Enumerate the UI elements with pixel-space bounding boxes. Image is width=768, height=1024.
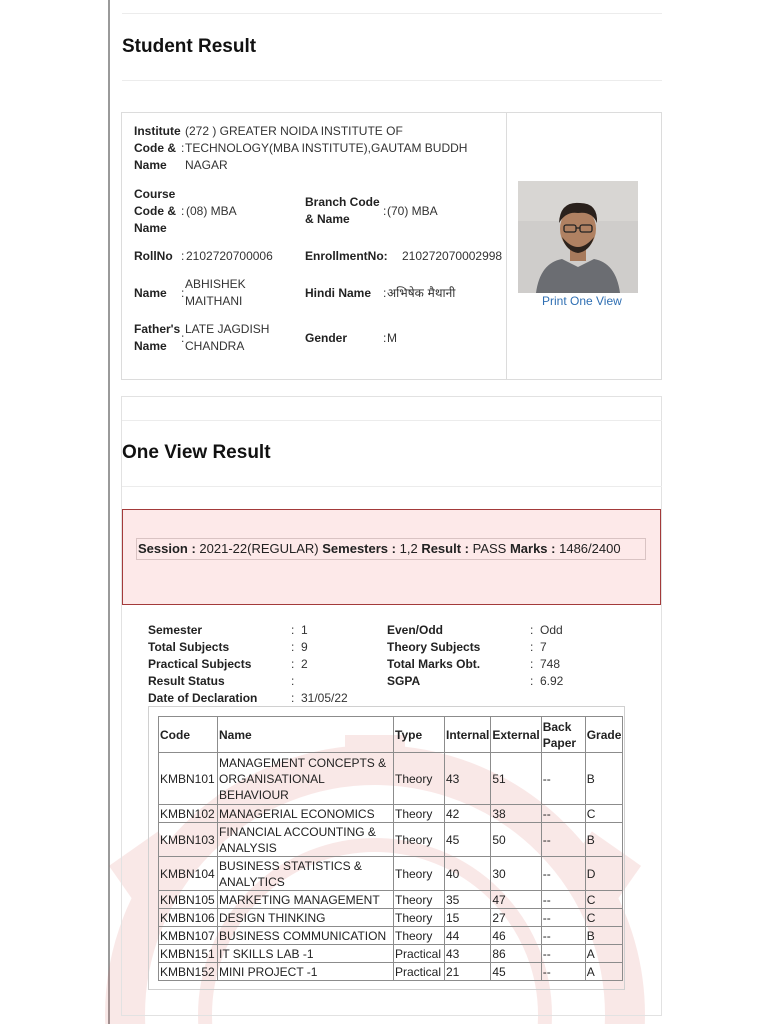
cell-code: KMBN101 [159,753,218,805]
cell-internal: 15 [445,909,491,927]
table-row [159,909,623,927]
cell-back-paper: -- [541,857,585,891]
table-row [159,945,623,963]
hindi-name-value: अभिषेक मैथानी [387,286,456,300]
cell-back-paper: -- [541,805,585,823]
rollno-label: RollNo [134,249,173,263]
session-value: 2021-22(REGULAR) [199,541,319,556]
cell-back-paper: -- [541,891,585,909]
cell-internal: 21 [445,963,491,981]
course-label: Course Code & Name [134,187,176,235]
cell-name: BUSINESS STATISTICS & ANALYTICS [218,857,394,891]
cell-external: 38 [491,805,541,823]
cell-external: 30 [491,857,541,891]
gender-label: Gender [305,331,348,345]
cell-grade: B [585,753,623,805]
cell-type: Practical [394,963,445,981]
cell-internal: 43 [445,945,491,963]
total-subjects-value: 9 [301,640,308,654]
session-summary-box [122,509,661,605]
even-odd-label: Even/Odd [387,623,444,637]
cell-name: BUSINESS COMMUNICATION [218,927,394,945]
cell-grade: C [585,909,623,927]
table-row [159,823,623,857]
colon: : [383,286,387,300]
cell-external: 27 [491,909,541,927]
cell-internal: 43 [445,753,491,805]
theory-subjects-value: 7 [540,640,547,654]
cell-internal: 42 [445,805,491,823]
course-value: (08) MBA [186,204,237,218]
header-name: Name [218,717,394,753]
semesters-value: 1,2 [399,541,418,556]
cell-back-paper: -- [541,909,585,927]
marks-table-body [159,753,623,981]
declaration-label: Date of Declaration [148,691,258,705]
cell-name: DESIGN THINKING [218,909,394,927]
table-row [159,963,623,981]
colon: : [291,691,295,705]
result-label: Result : [421,541,469,556]
colon: : [530,623,534,637]
name-value: ABHISHEK MAITHANI [185,277,246,308]
header-code: Code [159,717,218,753]
rollno-value: 2102720700006 [186,249,273,263]
cell-internal: 35 [445,891,491,909]
semester-value: 1 [301,623,308,637]
colon: : [530,657,534,671]
cell-external: 86 [491,945,541,963]
result-value: PASS [472,541,507,556]
cell-back-paper: -- [541,753,585,805]
header-internal: Internal [445,717,491,753]
cell-grade: C [585,891,623,909]
cell-type: Theory [394,891,445,909]
sgpa-value: 6.92 [540,674,564,688]
cell-internal: 44 [445,927,491,945]
declaration-value: 31/05/22 [301,691,348,705]
total-marks-label: Total Marks Obt. [387,657,481,671]
cell-type: Theory [394,927,445,945]
cell-code: KMBN103 [159,823,218,857]
semester-label: Semester [148,623,203,637]
cell-grade: B [585,927,623,945]
student-photo [518,181,638,293]
header-type: Type [394,717,445,753]
cell-external: 50 [491,823,541,857]
header-external: External [491,717,541,753]
table-row [159,857,623,891]
colon: : [291,623,295,637]
cell-external: 47 [491,891,541,909]
enrollment-value: 210272070002998 [402,249,503,263]
cell-code: KMBN106 [159,909,218,927]
student-info-card [121,112,662,380]
father-name-value: LATE JAGDISH CHANDRA [185,322,270,353]
header-grade: Grade [585,717,623,753]
title-divider [122,80,662,81]
cell-code: KMBN152 [159,963,218,981]
card-column-divider [506,113,507,379]
cell-type: Theory [394,909,445,927]
cell-grade: D [585,857,623,891]
colon: : [181,286,185,300]
branch-value: (70) MBA [387,204,438,218]
cell-code: KMBN105 [159,891,218,909]
cell-external: 51 [491,753,541,805]
colon: : [291,640,295,654]
cell-code: KMBN151 [159,945,218,963]
top-divider [122,13,662,14]
header-back-paper: Back Paper [541,717,585,753]
colon: : [181,204,185,218]
practical-subjects-value: 2 [301,657,308,671]
marks-value: 1486/2400 [559,541,621,556]
colon: : [383,331,387,345]
table-row [159,927,623,945]
result-status-label: Result Status [148,674,225,688]
cell-grade: B [585,823,623,857]
marks-table [158,716,623,981]
cell-type: Theory [394,753,445,805]
one-view-title: One View Result [122,442,271,463]
one-view-title-divider [122,486,662,487]
cell-grade: A [585,945,623,963]
sgpa-label: SGPA [387,674,421,688]
cell-back-paper: -- [541,927,585,945]
left-vertical-rule [108,0,110,1024]
marks-label: Marks : [509,541,556,556]
marks-table-header-row [159,717,623,753]
one-view-top-divider [122,420,662,421]
cell-type: Theory [394,823,445,857]
even-odd-value: Odd [540,623,563,637]
theory-subjects-label: Theory Subjects [387,640,481,654]
cell-type: Theory [394,805,445,823]
cell-name: IT SKILLS LAB -1 [218,945,394,963]
cell-name: MANAGEMENT CONCEPTS & ORGANISATIONAL BEHAVIOUR [218,753,394,805]
cell-name: MARKETING MANAGEMENT [218,891,394,909]
cell-grade: A [585,963,623,981]
table-row [159,753,623,805]
cell-internal: 45 [445,823,491,857]
cell-grade: C [585,805,623,823]
father-name-label: Father's Name [134,322,181,353]
gender-value: M [387,331,397,345]
print-one-view-link[interactable]: Print One View [542,294,622,308]
colon: : [383,204,387,218]
cell-external: 45 [491,963,541,981]
institute-value: (272 ) GREATER NOIDA INSTITUTE OF TECHNOLOGY(MBA INSTITUTE),GAUTAM BUDDH NAGAR [185,124,468,172]
table-row [159,891,623,909]
colon: : [181,141,185,155]
cell-type: Practical [394,945,445,963]
cell-name: MANAGERIAL ECONOMICS [218,805,394,823]
colon: : [530,674,534,688]
session-summary-line [136,538,646,560]
cell-code: KMBN104 [159,857,218,891]
cell-code: KMBN102 [159,805,218,823]
enrollment-label: EnrollmentNo: [305,249,388,263]
total-marks-value: 748 [540,657,561,671]
branch-label: Branch Code & Name [305,195,380,226]
colon: : [181,331,185,345]
colon: : [291,674,295,688]
colon: : [181,249,185,263]
cell-code: KMBN107 [159,927,218,945]
cell-external: 46 [491,927,541,945]
cell-name: MINI PROJECT -1 [218,963,394,981]
session-label: Session : [138,541,196,556]
institute-label: Institute Code & Name [134,124,181,172]
cell-back-paper: -- [541,963,585,981]
cell-back-paper: -- [541,823,585,857]
total-subjects-label: Total Subjects [148,640,230,654]
student-result-title: Student Result [122,36,257,57]
colon: : [530,640,534,654]
cell-back-paper: -- [541,945,585,963]
hindi-name-label: Hindi Name [305,286,372,300]
cell-internal: 40 [445,857,491,891]
table-row [159,805,623,823]
cell-name: FINANCIAL ACCOUNTING & ANALYSIS [218,823,394,857]
cell-type: Theory [394,857,445,891]
name-label: Name [134,286,167,300]
colon: : [291,657,295,671]
semesters-label: Semesters : [322,541,396,556]
practical-subjects-label: Practical Subjects [148,657,252,671]
